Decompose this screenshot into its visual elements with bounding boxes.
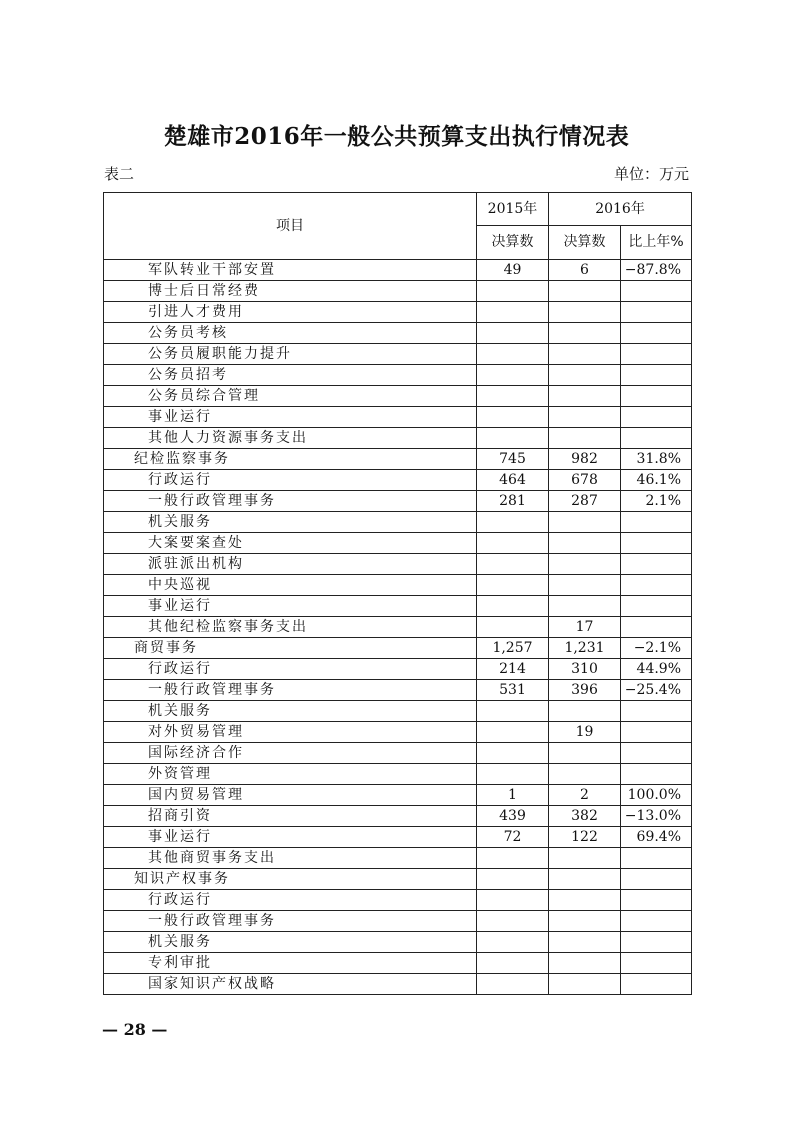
cell-change-pct: 44.9% bbox=[621, 659, 692, 680]
table-row bbox=[104, 932, 692, 953]
cell-change-pct: 69.4% bbox=[621, 827, 692, 848]
table-row bbox=[104, 407, 692, 428]
row-label: 专利审批 bbox=[104, 953, 477, 974]
row-label: 事业运行 bbox=[104, 827, 477, 848]
cell-actual-2015: 281 bbox=[477, 491, 549, 512]
cell-actual-2015 bbox=[477, 743, 549, 764]
table-row bbox=[104, 827, 692, 848]
table-row bbox=[104, 365, 692, 386]
cell-actual-2016 bbox=[549, 302, 621, 323]
table-row bbox=[104, 512, 692, 533]
row-label: 知识产权事务 bbox=[104, 869, 477, 890]
row-label: 公务员考核 bbox=[104, 323, 477, 344]
cell-actual-2016: 678 bbox=[549, 470, 621, 491]
cell-actual-2016: 6 bbox=[549, 260, 621, 281]
row-label: 其他纪检监察事务支出 bbox=[104, 617, 477, 638]
header-year-2016: 2016年 bbox=[549, 193, 692, 226]
cell-actual-2016 bbox=[549, 701, 621, 722]
row-label: 中央巡视 bbox=[104, 575, 477, 596]
row-label: 机关服务 bbox=[104, 932, 477, 953]
cell-change-pct bbox=[621, 323, 692, 344]
cell-actual-2016 bbox=[549, 764, 621, 785]
cell-actual-2016: 1,231 bbox=[549, 638, 621, 659]
cell-change-pct bbox=[621, 428, 692, 449]
header-year-2015: 2015年 bbox=[477, 193, 549, 226]
cell-actual-2016 bbox=[549, 554, 621, 575]
budget-table bbox=[103, 192, 692, 995]
cell-actual-2015 bbox=[477, 512, 549, 533]
cell-actual-2015 bbox=[477, 764, 549, 785]
cell-actual-2015 bbox=[477, 596, 549, 617]
row-label: 纪检监察事务 bbox=[104, 449, 477, 470]
cell-change-pct bbox=[621, 722, 692, 743]
row-label: 机关服务 bbox=[104, 512, 477, 533]
table-row bbox=[104, 470, 692, 491]
cell-actual-2016: 17 bbox=[549, 617, 621, 638]
cell-actual-2015 bbox=[477, 617, 549, 638]
cell-actual-2015: 49 bbox=[477, 260, 549, 281]
table-row bbox=[104, 449, 692, 470]
table-row bbox=[104, 659, 692, 680]
cell-actual-2016 bbox=[549, 911, 621, 932]
cell-change-pct: 100.0% bbox=[621, 785, 692, 806]
row-label: 公务员履职能力提升 bbox=[104, 344, 477, 365]
header-item: 项目 bbox=[104, 193, 477, 260]
table-body bbox=[104, 260, 692, 995]
cell-actual-2016 bbox=[549, 428, 621, 449]
row-label: 派驻派出机构 bbox=[104, 554, 477, 575]
cell-actual-2016: 2 bbox=[549, 785, 621, 806]
table-row bbox=[104, 911, 692, 932]
row-label: 大案要案查处 bbox=[104, 533, 477, 554]
cell-change-pct bbox=[621, 764, 692, 785]
table-row bbox=[104, 281, 692, 302]
table-row bbox=[104, 260, 692, 281]
cell-change-pct bbox=[621, 869, 692, 890]
page-title: 楚雄市2016年一般公共预算支出执行情况表 bbox=[163, 123, 630, 150]
header-actual-2016: 决算数 bbox=[549, 226, 621, 260]
cell-actual-2015: 214 bbox=[477, 659, 549, 680]
row-label: 其他商贸事务支出 bbox=[104, 848, 477, 869]
table-row bbox=[104, 302, 692, 323]
cell-actual-2015 bbox=[477, 722, 549, 743]
cell-change-pct: 46.1% bbox=[621, 470, 692, 491]
row-label: 行政运行 bbox=[104, 890, 477, 911]
cell-actual-2015 bbox=[477, 323, 549, 344]
cell-actual-2015 bbox=[477, 407, 549, 428]
cell-actual-2016 bbox=[549, 953, 621, 974]
cell-change-pct bbox=[621, 554, 692, 575]
cell-actual-2016 bbox=[549, 365, 621, 386]
row-label: 商贸事务 bbox=[104, 638, 477, 659]
cell-actual-2016: 396 bbox=[549, 680, 621, 701]
cell-change-pct bbox=[621, 344, 692, 365]
cell-actual-2015: 531 bbox=[477, 680, 549, 701]
cell-change-pct bbox=[621, 743, 692, 764]
row-label: 行政运行 bbox=[104, 470, 477, 491]
cell-actual-2015: 745 bbox=[477, 449, 549, 470]
row-label: 国际经济合作 bbox=[104, 743, 477, 764]
cell-actual-2015: 1 bbox=[477, 785, 549, 806]
cell-actual-2015 bbox=[477, 386, 549, 407]
cell-actual-2016 bbox=[549, 596, 621, 617]
cell-actual-2016 bbox=[549, 281, 621, 302]
table-row bbox=[104, 764, 692, 785]
row-label: 其他人力资源事务支出 bbox=[104, 428, 477, 449]
table-row bbox=[104, 680, 692, 701]
cell-actual-2016: 122 bbox=[549, 827, 621, 848]
row-label: 军队转业干部安置 bbox=[104, 260, 477, 281]
cell-actual-2016 bbox=[549, 869, 621, 890]
table-row bbox=[104, 533, 692, 554]
cell-actual-2015 bbox=[477, 890, 549, 911]
cell-actual-2015 bbox=[477, 848, 549, 869]
cell-actual-2015: 439 bbox=[477, 806, 549, 827]
row-label: 公务员综合管理 bbox=[104, 386, 477, 407]
cell-change-pct bbox=[621, 386, 692, 407]
header-actual-2015: 决算数 bbox=[477, 226, 549, 260]
cell-actual-2016: 19 bbox=[549, 722, 621, 743]
cell-actual-2016 bbox=[549, 743, 621, 764]
unit-label: 单位：万元 bbox=[613, 165, 689, 183]
cell-change-pct bbox=[621, 596, 692, 617]
cell-change-pct bbox=[621, 533, 692, 554]
table-row bbox=[104, 323, 692, 344]
table-row bbox=[104, 596, 692, 617]
table-row bbox=[104, 575, 692, 596]
cell-actual-2015 bbox=[477, 428, 549, 449]
cell-actual-2015: 1,257 bbox=[477, 638, 549, 659]
cell-actual-2015: 464 bbox=[477, 470, 549, 491]
row-label: 事业运行 bbox=[104, 407, 477, 428]
cell-change-pct: −13.0% bbox=[621, 806, 692, 827]
cell-actual-2016 bbox=[549, 848, 621, 869]
cell-actual-2016: 982 bbox=[549, 449, 621, 470]
cell-actual-2015 bbox=[477, 365, 549, 386]
row-label: 引进人才费用 bbox=[104, 302, 477, 323]
table-row bbox=[104, 974, 692, 995]
cell-change-pct bbox=[621, 974, 692, 995]
cell-actual-2016 bbox=[549, 386, 621, 407]
cell-actual-2015 bbox=[477, 932, 549, 953]
cell-change-pct: 31.8% bbox=[621, 449, 692, 470]
table-row bbox=[104, 344, 692, 365]
cell-change-pct bbox=[621, 890, 692, 911]
cell-actual-2015 bbox=[477, 302, 549, 323]
cell-actual-2015 bbox=[477, 974, 549, 995]
cell-change-pct bbox=[621, 365, 692, 386]
cell-actual-2016 bbox=[549, 407, 621, 428]
table-row bbox=[104, 617, 692, 638]
cell-change-pct bbox=[621, 932, 692, 953]
cell-actual-2015: 72 bbox=[477, 827, 549, 848]
table-row bbox=[104, 953, 692, 974]
cell-change-pct bbox=[621, 848, 692, 869]
cell-change-pct: −2.1% bbox=[621, 638, 692, 659]
table-row bbox=[104, 722, 692, 743]
page-number: — 28 — bbox=[102, 1020, 168, 1039]
row-label: 一般行政管理事务 bbox=[104, 491, 477, 512]
row-label: 行政运行 bbox=[104, 659, 477, 680]
table-row bbox=[104, 701, 692, 722]
row-label: 国家知识产权战略 bbox=[104, 974, 477, 995]
row-label: 对外贸易管理 bbox=[104, 722, 477, 743]
cell-change-pct bbox=[621, 617, 692, 638]
table-row bbox=[104, 554, 692, 575]
cell-actual-2015 bbox=[477, 869, 549, 890]
row-label: 一般行政管理事务 bbox=[104, 680, 477, 701]
table-row bbox=[104, 743, 692, 764]
cell-actual-2016 bbox=[549, 323, 621, 344]
cell-change-pct: 2.1% bbox=[621, 491, 692, 512]
row-label: 机关服务 bbox=[104, 701, 477, 722]
cell-actual-2016: 382 bbox=[549, 806, 621, 827]
cell-change-pct bbox=[621, 911, 692, 932]
cell-actual-2015 bbox=[477, 554, 549, 575]
cell-actual-2015 bbox=[477, 281, 549, 302]
cell-actual-2016 bbox=[549, 932, 621, 953]
row-label: 一般行政管理事务 bbox=[104, 911, 477, 932]
cell-actual-2016 bbox=[549, 974, 621, 995]
cell-change-pct bbox=[621, 281, 692, 302]
table-row bbox=[104, 848, 692, 869]
cell-change-pct bbox=[621, 575, 692, 596]
cell-change-pct bbox=[621, 701, 692, 722]
table-row bbox=[104, 869, 692, 890]
cell-change-pct bbox=[621, 407, 692, 428]
row-label: 事业运行 bbox=[104, 596, 477, 617]
row-label: 外资管理 bbox=[104, 764, 477, 785]
table-row bbox=[104, 890, 692, 911]
cell-actual-2015 bbox=[477, 701, 549, 722]
cell-actual-2016 bbox=[549, 575, 621, 596]
row-label: 博士后日常经费 bbox=[104, 281, 477, 302]
cell-actual-2015 bbox=[477, 533, 549, 554]
cell-change-pct: −25.4% bbox=[621, 680, 692, 701]
cell-actual-2016: 287 bbox=[549, 491, 621, 512]
cell-change-pct: −87.8% bbox=[621, 260, 692, 281]
cell-actual-2015 bbox=[477, 953, 549, 974]
table-row bbox=[104, 491, 692, 512]
table-row bbox=[104, 428, 692, 449]
cell-change-pct bbox=[621, 302, 692, 323]
header-change-pct: 比上年% bbox=[621, 226, 692, 260]
cell-actual-2016: 310 bbox=[549, 659, 621, 680]
cell-actual-2016 bbox=[549, 344, 621, 365]
cell-actual-2015 bbox=[477, 344, 549, 365]
table-row bbox=[104, 806, 692, 827]
cell-actual-2015 bbox=[477, 575, 549, 596]
table-row bbox=[104, 638, 692, 659]
cell-actual-2015 bbox=[477, 911, 549, 932]
row-label: 国内贸易管理 bbox=[104, 785, 477, 806]
cell-actual-2016 bbox=[549, 533, 621, 554]
cell-change-pct bbox=[621, 512, 692, 533]
row-label: 公务员招考 bbox=[104, 365, 477, 386]
cell-actual-2016 bbox=[549, 512, 621, 533]
table-row bbox=[104, 785, 692, 806]
table-row bbox=[104, 386, 692, 407]
cell-actual-2016 bbox=[549, 890, 621, 911]
row-label: 招商引资 bbox=[104, 806, 477, 827]
cell-change-pct bbox=[621, 953, 692, 974]
table-label: 表二 bbox=[104, 165, 135, 183]
